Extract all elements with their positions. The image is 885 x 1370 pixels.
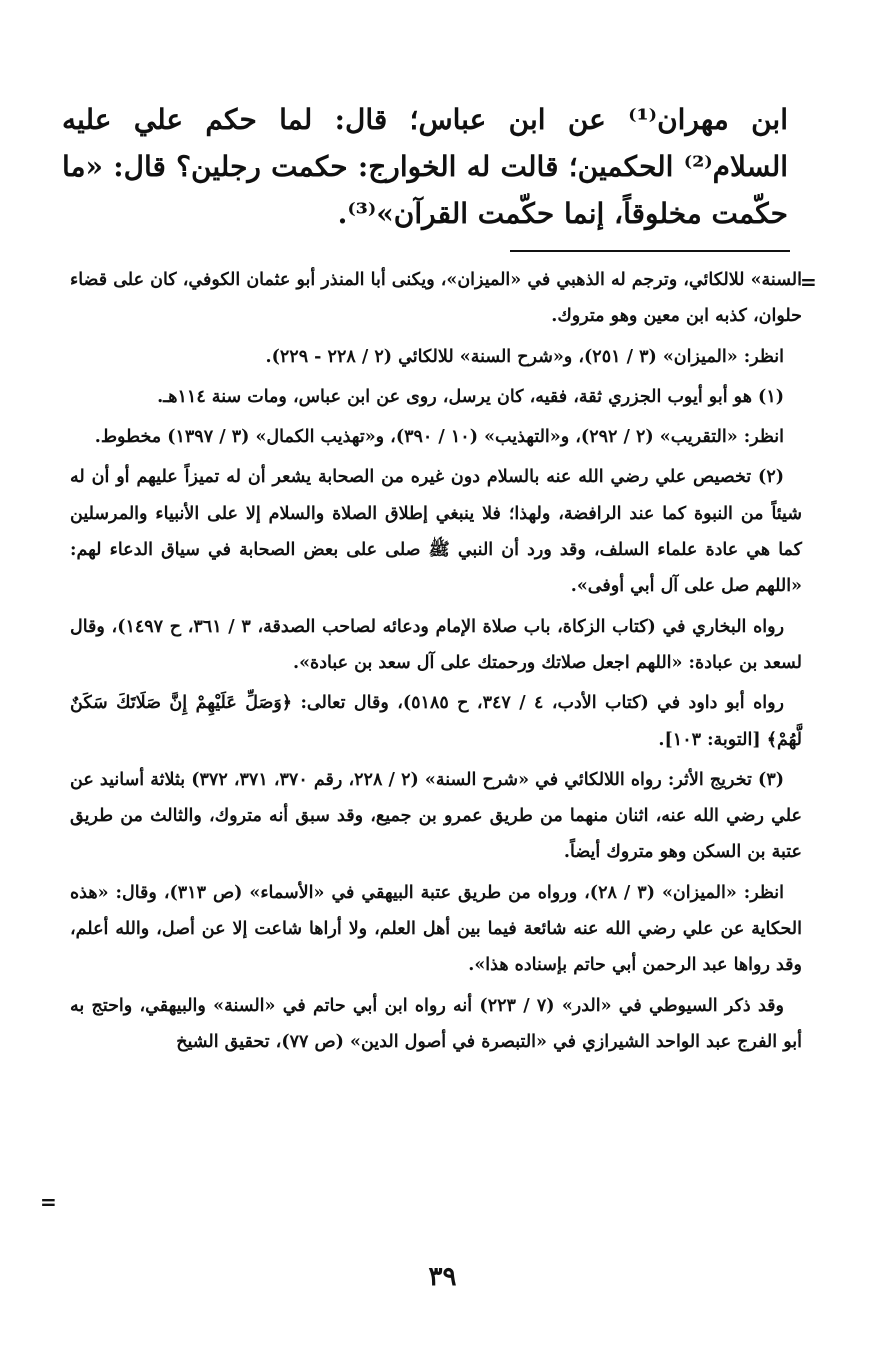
main-text-block	[62, 96, 788, 237]
footnote-1-reference: انظر: «التقريب» (٢ / ٢٩٢)، و«التهذيب» (١٠ / ٣٩٠)، و«تهذيب الكمال» (٣ / ١٣٩٧) مخطوط.	[94, 427, 784, 448]
continuation-mark-bottom: =	[40, 1190, 57, 1214]
footnote-2-abu-dawud: رواه أبو داود في (كتاب الأدب، ٤ / ٣٤٧، ح ٥١٨٥)، وقال تعالى: ﴿وَصَلِّ عَلَيْهِمْ إِنَّ صَلَاتَكَ سَكَنٌ لَّهُمْ﴾ [التوبة: ١٠٣].	[70, 693, 802, 750]
footnote-continuation: السنة» للالكائي، وترجم له الذهبي في «الميزان»، ويكنى أبا المنذر أبو عثمان الكوفي، كان على قضاء حلوان، كذبه ابن معين وهو متروك.	[70, 270, 802, 327]
footnotes-block	[70, 262, 802, 1060]
footnote-2: (٢) تخصيص علي رضي الله عنه بالسلام دون غيره من الصحابة يشعر أن له تميزاً عليهم أو أن له شيئاً من النبوة كما عند الرافضة، ولهذا؛ فلا ينبغي إطلاق الصلاة والسلام إلا على الأنبياء والمرسلين كما هي عادة علماء السلف، وقد ورد أن النبي ﷺ صلى على بعض الصحابة في سياق الدعاء لهم: «اللهم صل على آل أبي أوفى».	[70, 467, 802, 597]
main-paragraph: ابن مهران⁽¹⁾ عن ابن عباس؛ قال: لما حكم علي عليه السلام⁽²⁾ الحكمين؛ قالت له الخوارج: حكمت رجلين؟ قال: «ما حكّمت مخلوقاً، إنما حكّمت القرآن»⁽³⁾.	[62, 103, 788, 230]
continuation-mark-top: =	[800, 270, 817, 294]
page-number: ٣٩	[428, 1262, 457, 1292]
footnote-reference: انظر: «الميزان» (٣ / ٢٥١)، و«شرح السنة» للالكائي (٢ / ٢٢٨ - ٢٢٩).	[265, 346, 784, 367]
footnote-3: (٣) تخريج الأثر: رواه اللالكائي في «شرح السنة» (٢ / ٢٢٨، رقم ٣٧٠، ٣٧١، ٣٧٢) بثلاثة أسانيد عن علي رضي الله عنه، اثنان منهما من طريق عمرو بن جميع، وقد سبق أنه متروك، والثالث من طريق عتبة بن السكن وهو متروك أيضاً.	[70, 769, 802, 863]
footnote-2-bukhari: رواه البخاري في (كتاب الزكاة، باب صلاة الإمام ودعائه لصاحب الصدقة، ٣ / ٣٦١، ح ١٤٩٧)، وقال لسعد بن عبادة: «اللهم اجعل صلاتك ورحمتك على آل سعد بن عبادة».	[70, 616, 802, 673]
footnote-3-reference: انظر: «الميزان» (٣ / ٢٨)، ورواه من طريق عتبة البيهقي في «الأسماء» (ص ٣١٣)، وقال: «هذه الحكاية عن علي رضي الله عنه شائعة فيما بين أهل العلم، ولا أراها شاعت إلا عن أصل، والله أعلم، وقد رواها عبد الرحمن أبي حاتم بإسناده هذا».	[70, 882, 802, 976]
footnote-divider	[510, 250, 790, 252]
footnote-3-suyuti: وقد ذكر السيوطي في «الدر» (٧ / ٢٢٣) أنه رواه ابن أبي حاتم في «السنة» والبيهقي، واحتج به أبو الفرج عبد الواحد الشيرازي في «التبصرة في أصول الدين» (ص ٧٧)، تحقيق الشيخ	[70, 995, 802, 1052]
footnote-1: (١) هو أبو أيوب الجزري ثقة، فقيه، كان يرسل، روى عن ابن عباس، ومات سنة ١١٤هـ.	[157, 386, 784, 407]
